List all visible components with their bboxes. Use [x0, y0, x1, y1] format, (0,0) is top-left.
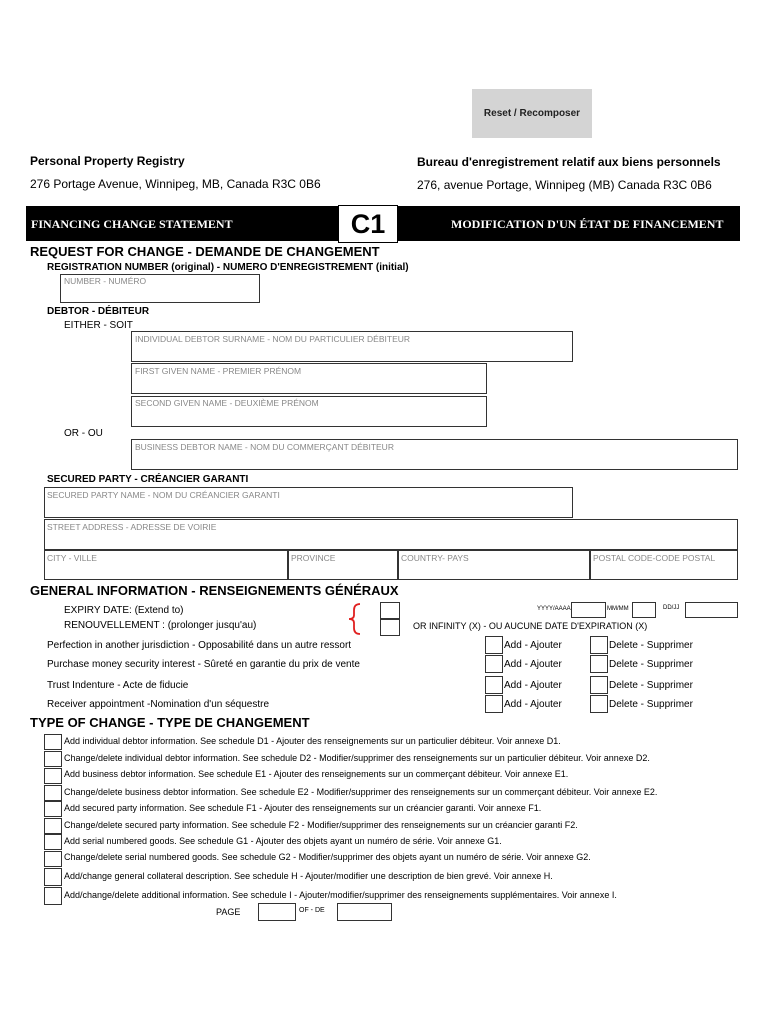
page-number-field[interactable]: [258, 903, 296, 921]
perfection-delete-label: Delete - Supprimer: [609, 640, 693, 651]
change-g2-label: Change/delete serial numbered goods. See schedule G2 - Modifier/supprimer des objets ayant un numéro de série. Voir annexe G2.: [64, 852, 591, 862]
type-of-change-heading: TYPE OF CHANGE - TYPE DE CHANGEMENT: [30, 715, 310, 730]
change-d2-label: Change/delete individual debtor information. See schedule D2 - Modifier/supprimer des renseignements sur un particulier débiteur. Voir annexe D2.: [64, 753, 650, 763]
change-d1-label: Add individual debtor information. See schedule D1 - Ajouter des renseignements sur un particulier débiteur. Voir annexe D1.: [64, 736, 561, 746]
trust-delete-checkbox[interactable]: [590, 676, 608, 694]
province-placeholder: PROVINCE: [291, 553, 336, 563]
receiver-delete-checkbox[interactable]: [590, 695, 608, 713]
pmsi-add-label: Add - Ajouter: [504, 659, 562, 670]
change-g1-checkbox[interactable]: [44, 834, 62, 850]
country-placeholder: COUNTRY- PAYS: [401, 553, 469, 563]
change-d2-checkbox[interactable]: [44, 751, 62, 767]
reset-button[interactable]: Reset / Recomposer: [472, 89, 592, 138]
debtor-heading: DEBTOR - DÉBITEUR: [47, 306, 150, 317]
perfection-delete-checkbox[interactable]: [590, 636, 608, 654]
mm-label: MM/MM: [607, 606, 629, 612]
secured-party-heading: SECURED PARTY - CRÉANCIER GARANTI: [47, 474, 249, 485]
perfection-add-label: Add - Ajouter: [504, 640, 562, 651]
change-f2-label: Change/delete secured party information. See schedule F2 - Modifier/supprimer des renseignements sur un créancier garanti F2.: [64, 820, 578, 830]
trust-add-checkbox[interactable]: [485, 676, 503, 694]
debtor-first-name-placeholder: FIRST GIVEN NAME - PREMIER PRÉNOM: [135, 366, 302, 376]
change-f1-checkbox[interactable]: [44, 801, 62, 817]
either-label: EITHER - SOIT: [64, 320, 133, 331]
expiry-day-field[interactable]: [685, 602, 738, 618]
receiver-label: Receiver appointment -Nomination d'un séquestre: [47, 699, 270, 710]
change-e1-label: Add business debtor information. See schedule E1 - Ajouter des renseignements sur un commerçant débiteur. Voir annexe E1.: [64, 769, 569, 779]
change-e1-checkbox[interactable]: [44, 768, 62, 784]
yyyy-label: YYYY/AAAA: [537, 606, 571, 612]
change-f1-label: Add secured party information. See schedule F1 - Ajouter des renseignements sur un créancier garanti. Voir annexe F1.: [64, 803, 542, 813]
registry-address-fr: 276, avenue Portage, Winnipeg (MB) Canada R3C 0B6: [417, 178, 712, 192]
infinity-label: OR INFINITY (X) - OU AUCUNE DATE D'EXPIRATION (X): [413, 621, 648, 631]
change-i-checkbox[interactable]: [44, 887, 62, 905]
registration-number-placeholder: NUMBER - NUMÉRO: [64, 276, 147, 286]
change-h-label: Add/change general collateral description. See schedule H - Ajouter/modifier une description de bien grevé. Voir annexe H.: [64, 871, 553, 881]
street-address-placeholder: STREET ADDRESS - ADRESSE DE VOIRIE: [47, 522, 217, 532]
receiver-add-checkbox[interactable]: [485, 695, 503, 713]
change-f2-checkbox[interactable]: [44, 818, 62, 834]
registry-name-en: Personal Property Registry: [30, 154, 185, 168]
expiry-year-field[interactable]: [571, 602, 606, 618]
receiver-delete-label: Delete - Supprimer: [609, 699, 693, 710]
pmsi-label: Purchase money security interest - Sûreté en garantie du prix de vente: [47, 659, 360, 670]
dd-label: DD/JJ: [663, 605, 680, 611]
form-code: C1: [338, 205, 398, 243]
change-d1-checkbox[interactable]: [44, 734, 62, 750]
request-heading: REQUEST FOR CHANGE - DEMANDE DE CHANGEMENT: [30, 244, 380, 259]
page-label: PAGE: [216, 907, 241, 917]
change-e2-checkbox[interactable]: [44, 785, 62, 801]
brace-icon: [346, 602, 362, 636]
expiry-label-en: EXPIRY DATE: (Extend to): [64, 605, 184, 616]
debtor-second-name-placeholder: SECOND GIVEN NAME - DEUXIÈME PRÉNOM: [135, 398, 319, 408]
pmsi-delete-checkbox[interactable]: [590, 655, 608, 673]
registry-address-en: 276 Portage Avenue, Winnipeg, MB, Canada R3C 0B6: [30, 177, 321, 191]
or-label: OR - OU: [64, 428, 103, 439]
trust-indenture-label: Trust Indenture - Acte de fiducie: [47, 680, 189, 691]
pmsi-add-checkbox[interactable]: [485, 655, 503, 673]
form-title-en: FINANCING CHANGE STATEMENT: [31, 217, 233, 231]
secured-party-name-placeholder: SECURED PARTY NAME - NOM DU CRÉANCIER GARANTI: [47, 490, 280, 500]
expiry-month-field[interactable]: [632, 602, 656, 618]
general-info-heading: GENERAL INFORMATION - RENSEIGNEMENTS GÉNÉRAUX: [30, 583, 399, 598]
receiver-add-label: Add - Ajouter: [504, 699, 562, 710]
page-total-field[interactable]: [337, 903, 392, 921]
registry-name-fr: Bureau d'enregistrement relatif aux biens personnels: [417, 155, 721, 169]
of-label: OF - DE: [299, 907, 325, 914]
registration-number-label: REGISTRATION NUMBER (original) - NUMERO D'ENREGISTREMENT (initial): [47, 262, 409, 273]
infinity-checkbox[interactable]: [380, 619, 400, 636]
expiry-label-fr: RENOUVELLEMENT : (prolonger jusqu'au): [64, 620, 257, 631]
postal-code-placeholder: POSTAL CODE-CODE POSTAL: [593, 553, 716, 563]
form-title-fr: MODIFICATION D'UN ÉTAT DE FINANCEMENT: [451, 217, 724, 231]
perfection-label: Perfection in another jurisdiction - Opposabilité dans un autre ressort: [47, 640, 352, 651]
change-e2-label: Change/delete business debtor information. See schedule E2 - Modifier/supprimer des renseignements sur un commerçant débiteur. Voir annexe E2.: [64, 787, 658, 797]
change-g2-checkbox[interactable]: [44, 851, 62, 867]
change-g1-label: Add serial numbered goods. See schedule G1 - Ajouter des objets ayant un numéro de série. Voir annexe G1.: [64, 836, 502, 846]
city-placeholder: CITY - VILLE: [47, 553, 97, 563]
debtor-surname-placeholder: INDIVIDUAL DEBTOR SURNAME - NOM DU PARTICULIER DÉBITEUR: [135, 334, 411, 344]
change-i-label: Add/change/delete additional information. See schedule I - Ajouter/modifier/supprimer des renseignements supplémentaires. Voir annexe I.: [64, 890, 617, 900]
expiry-extend-checkbox[interactable]: [380, 602, 400, 619]
trust-add-label: Add - Ajouter: [504, 680, 562, 691]
trust-delete-label: Delete - Supprimer: [609, 680, 693, 691]
change-h-checkbox[interactable]: [44, 868, 62, 886]
perfection-add-checkbox[interactable]: [485, 636, 503, 654]
pmsi-delete-label: Delete - Supprimer: [609, 659, 693, 670]
business-debtor-placeholder: BUSINESS DEBTOR NAME - NOM DU COMMERÇANT DÉBITEUR: [135, 442, 394, 452]
